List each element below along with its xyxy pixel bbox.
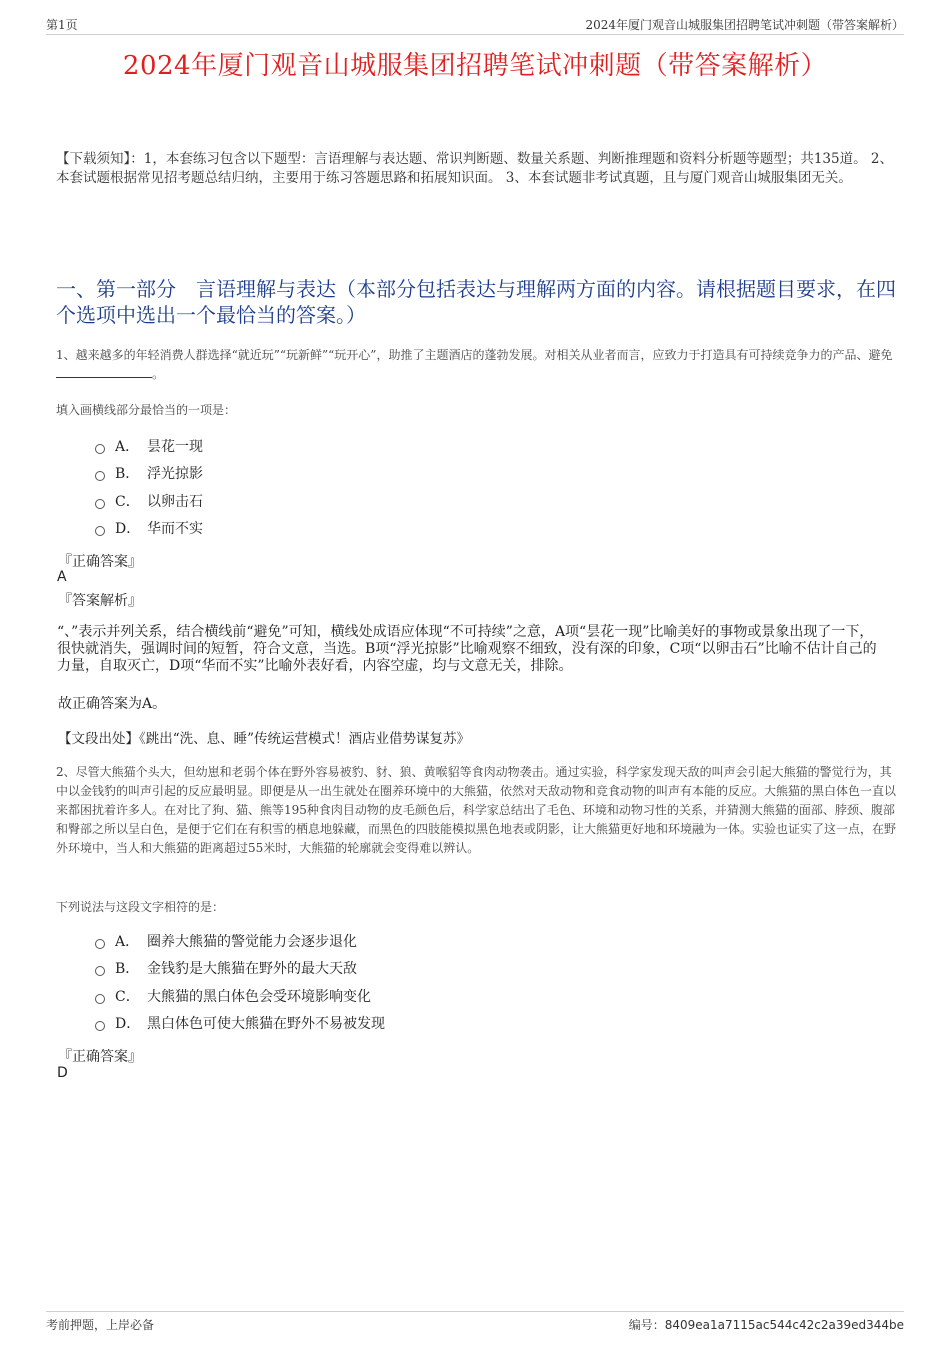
- option-text: 华而不实: [147, 521, 203, 538]
- option-text: 金钱豹是大熊猫在野外的最大天敌: [147, 961, 357, 978]
- question-1-option-a[interactable]: [95, 432, 695, 460]
- page-header: [46, 14, 904, 35]
- option-text: 大熊猫的黑白体色会受环境影响变化: [147, 988, 371, 1005]
- radio-icon[interactable]: [95, 499, 105, 509]
- question-2-option-d[interactable]: [95, 1010, 695, 1038]
- radio-icon[interactable]: [95, 526, 105, 536]
- answer-blank: [56, 365, 152, 378]
- question-1-answer-tag: 『正确答案』: [58, 554, 142, 570]
- question-2-answer-tag: 『正确答案』: [58, 1049, 142, 1065]
- question-2-option-b[interactable]: [95, 955, 695, 983]
- footer-code-label: 编号：: [628, 1318, 665, 1332]
- option-letter: B．: [115, 961, 140, 978]
- question-1-option-b[interactable]: [95, 460, 695, 488]
- download-notice: 【下载须知】：1，本套练习包含以下题型：言语理解与表达题、常识判断题、数量关系题、判断推理题和资料分析题等题型；共135道。 2、本套试题根据常见招考题总结归纳，主要用于练习答题思路和拓展知识面。 3、本套试题非考试真题，且与厦门观音山城服集团无关。: [56, 151, 893, 186]
- question-2-option-a[interactable]: [95, 927, 695, 955]
- radio-icon[interactable]: [95, 444, 105, 454]
- question-1-options: [95, 432, 695, 542]
- footer-code-value: 8409ea1a7115ac544c42c2a39ed344be: [664, 1318, 904, 1332]
- option-letter: D．: [115, 521, 141, 538]
- header-doc-title: 2024年厦门观音山城服集团招聘笔试冲刺题（带答案解析）: [585, 18, 904, 32]
- question-1-conclusion: 故正确答案为A。: [58, 696, 167, 712]
- radio-icon[interactable]: [95, 966, 105, 976]
- question-1-source: 【文段出处】《跳出“洗、息、睡”传统运营模式！酒店业借势谋复苏》: [58, 731, 471, 747]
- option-letter: C．: [115, 493, 140, 510]
- option-text: 浮光掠影: [147, 466, 203, 483]
- question-2-answer: D: [57, 1065, 68, 1081]
- question-1-answer: A: [57, 569, 67, 585]
- option-letter: C．: [115, 988, 140, 1005]
- question-2-option-c[interactable]: [95, 982, 695, 1010]
- section-heading: 一、第一部分 言语理解与表达（本部分包括表达与理解两方面的内容。请根据题目要求，在四个选项中选出一个最恰当的答案。）: [56, 277, 896, 327]
- option-text: 以卵击石: [147, 493, 203, 510]
- footer-slogan: 考前押题，上岸必备: [46, 1318, 155, 1332]
- option-letter: B．: [115, 466, 140, 483]
- question-1-stem-end: 。: [152, 367, 165, 381]
- page-number: 第1页: [46, 18, 78, 32]
- option-letter: A．: [115, 933, 140, 950]
- radio-icon[interactable]: [95, 939, 105, 949]
- question-1-stem: [56, 346, 902, 384]
- question-1-analysis-tag: 『答案解析』: [58, 593, 142, 609]
- page-title: 2024年厦门观音山城服集团招聘笔试冲刺题（带答案解析）: [122, 51, 828, 81]
- question-1-option-c[interactable]: [95, 487, 695, 515]
- question-2-options: [95, 927, 695, 1037]
- option-letter: D．: [115, 1016, 141, 1033]
- option-text: 黑白体色可使大熊猫在野外不易被发现: [147, 1016, 385, 1033]
- question-2-prompt: 下列说法与这段文字相符的是：: [56, 900, 225, 914]
- radio-icon[interactable]: [95, 994, 105, 1004]
- question-1-stem-text: 1、越来越多的年轻消费人群选择“就近玩”“玩新鲜”“玩开心”，助推了主题酒店的蓬勃发展。对相关从业者而言，应致力于打造具有可持续竞争力的产品、避免: [56, 348, 893, 362]
- question-2-stem: 2、尽管大熊猫个头大，但幼崽和老弱个体在野外容易被豹、豺、狼、黄喉貂等食肉动物袭击。通过实验，科学家发现天敌的叫声会引起大熊猫的警觉行为，其中以金钱豹的叫声引起的反应最明显。即便是从一出生就处在圈养环境中的大熊猫，依然对天敌动物和竞食动物的叫声有本能的反应。大熊猫的黑白体色一直以来都困扰着许多人。在对比了狗、猫、熊等195种食肉目动物的皮毛颜色后，科学家总结出了毛色、环境和动物习性的关系，并猜测大熊猫的面部、脖颈、腹部和臀部之所以呈白色，是便于它们在有积雪的栖息地躲藏，而黑色的四肢能模拟黑色地表或阴影，让大熊猫更好地和环境融为一体。实验也证实了这一点，在野外环境中，当人和大熊猫的距离超过55米时，大熊猫的轮廓就会变得难以辨认。: [56, 765, 897, 855]
- option-letter: A．: [115, 438, 140, 455]
- radio-icon[interactable]: [95, 471, 105, 481]
- radio-icon[interactable]: [95, 1021, 105, 1031]
- page-footer: [46, 1311, 904, 1336]
- option-text: 圈养大熊猫的警觉能力会逐步退化: [147, 933, 357, 950]
- footer-code: [629, 1316, 904, 1333]
- question-1-option-d[interactable]: [95, 515, 695, 543]
- option-text: 昙花一现: [147, 438, 203, 455]
- question-1-analysis: “、”表示并列关系，结合横线前“避免”可知，横线处成语应体现“不可持续”之意，A项“昙花一现”比喻美好的事物或景象出现了一下，很快就消失，强调时间的短暂，符合文意，当选。B项“浮光掠影”比喻观察不细致，没有深的印象，C项“以卵击石”比喻不估计自己的力量，自取灭亡，D项“华而不实”比喻外表好看，内容空虚，均与文意无关，排除。: [57, 624, 877, 674]
- question-1-prompt: 填入画横线部分最恰当的一项是：: [56, 403, 237, 417]
